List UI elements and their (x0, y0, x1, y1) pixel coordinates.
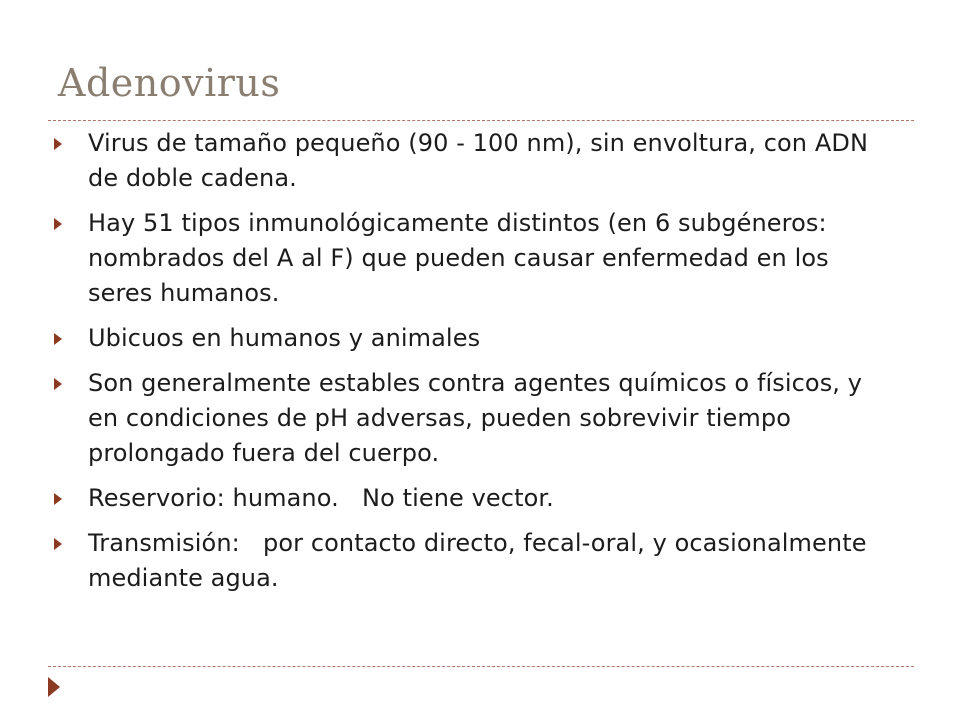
bullet-text: Virus de tamaño pequeño (90 - 100 nm), sin envoltura, con ADN de doble cadena. (88, 129, 868, 192)
bullet-text: Transmisión: por contacto directo, fecal-oral, y ocasionalmente mediante agua. (88, 529, 875, 592)
bullet-text: Hay 51 tipos inmunológicamente distintos (en 6 subgéneros: nombrados del A al F) que pueden causar enfermedad en los seres humanos. (88, 209, 829, 307)
bottom-divider (48, 666, 914, 667)
bullet-item (54, 526, 884, 596)
bullet-item (54, 481, 884, 516)
triangle-right-icon (54, 538, 62, 550)
triangle-right-icon (54, 138, 62, 150)
bullet-item (54, 321, 884, 356)
triangle-right-icon (54, 493, 62, 505)
bullet-list (54, 126, 884, 596)
play-arrow-icon[interactable] (48, 677, 60, 697)
triangle-right-icon (54, 378, 62, 390)
bullet-text: Ubicuos en humanos y animales (88, 324, 481, 352)
triangle-right-icon (54, 218, 62, 230)
top-divider (48, 120, 914, 121)
slide-title: Adenovirus (58, 61, 281, 105)
bullet-item (54, 126, 884, 196)
triangle-right-icon (54, 333, 62, 345)
bullet-text: Reservorio: humano. No tiene vector. (88, 484, 554, 512)
bullet-item (54, 206, 884, 311)
bullet-item (54, 366, 884, 471)
bullet-text: Son generalmente estables contra agentes químicos o físicos, y en condiciones de pH adversas, pueden sobrevivir tiempo prolongado fuera del cuerpo. (88, 369, 863, 467)
